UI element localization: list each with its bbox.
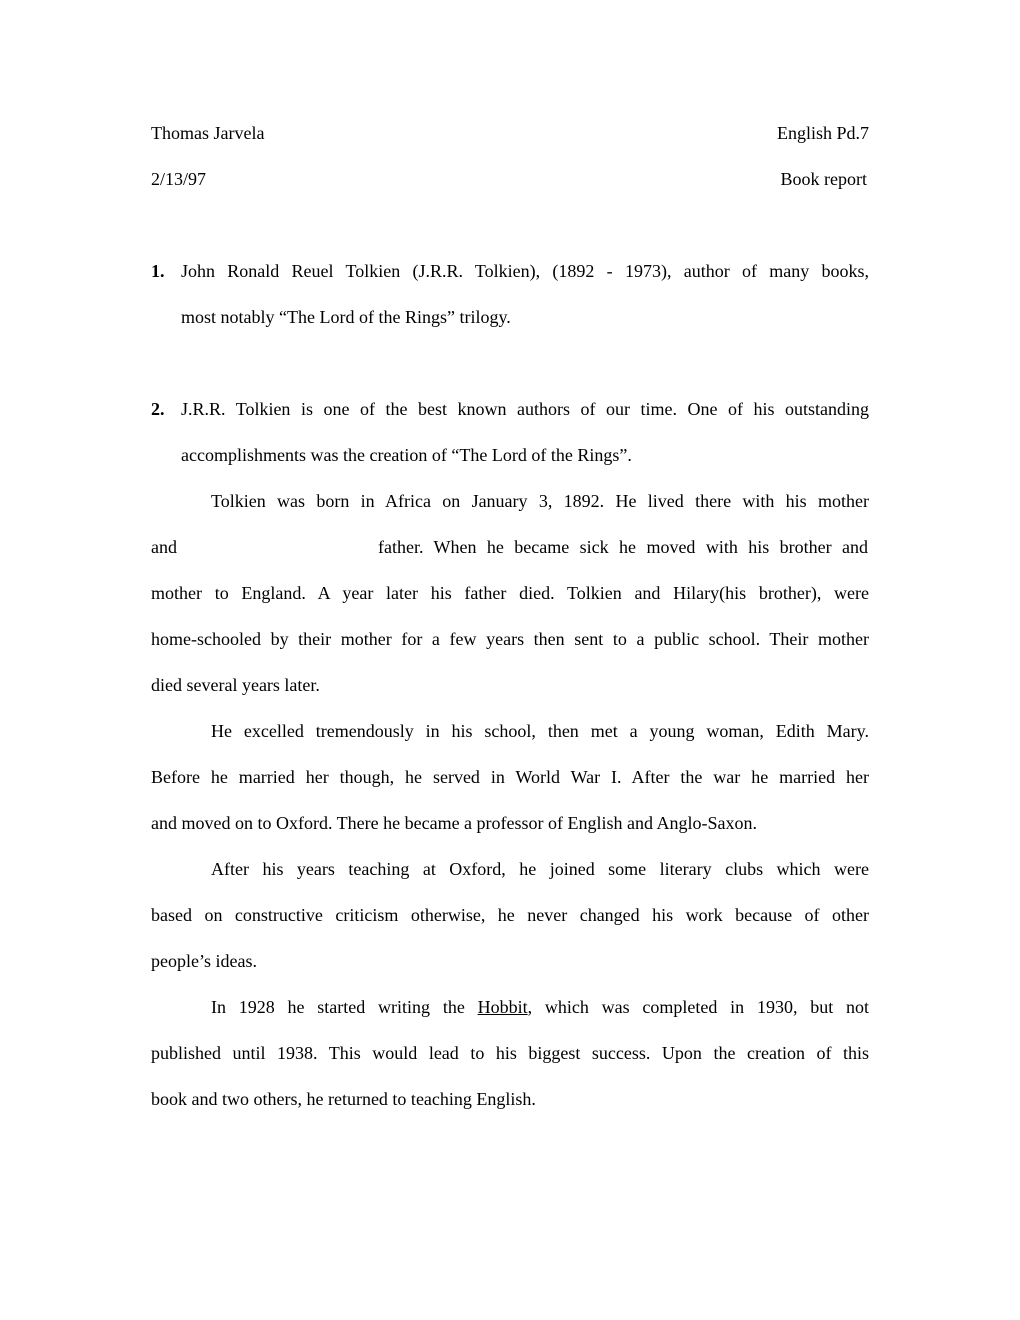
p1-line-1: Tolkien was born in Africa on January 3, 1892. He lived there with his mother (211, 491, 869, 511)
p3-line-2: based on constructive criticism otherwise, he never changed his work because of other (151, 905, 869, 925)
p3-line-1: After his years teaching at Oxford, he joined some literary clubs which were (211, 859, 869, 879)
p4-line-2: published until 1938. This would lead to his biggest success. Upon the creation of this (151, 1043, 869, 1063)
p1-line-2-start: and (151, 537, 177, 557)
p4-line-1 (211, 995, 869, 1019)
p1-line-3: mother to England. A year later his father died. Tolkien and Hilary(his brother), were (151, 583, 869, 603)
assignment-title: Book report (780, 169, 867, 189)
item-2-line-2: accomplishments was the creation of “The Lord of the Rings”. (181, 445, 632, 465)
p1-line-4: home-schooled by their mother for a few years then sent to a public school. Their mother (151, 629, 869, 649)
p1-line-2-end: father. When he became sick he moved with his brother and (378, 537, 868, 557)
item-1-line-2: most notably “The Lord of the Rings” trilogy. (181, 307, 511, 327)
p2-line-2: Before he married her though, he served in World War I. After the war he married her (151, 767, 869, 787)
p4-line-1-start: In 1928 he started writing the (211, 997, 465, 1017)
student-name: Thomas Jarvela (151, 123, 265, 143)
p1-line-5: died several years later. (151, 675, 320, 695)
report-date: 2/13/97 (151, 169, 207, 189)
item-number-2: 2. (151, 399, 165, 419)
p2-line-1: He excelled tremendously in his school, then met a young woman, Edith Mary. (211, 721, 869, 741)
class-period: English Pd.7 (776, 123, 869, 143)
p4-line-3: book and two others, he returned to teaching English. (151, 1089, 536, 1109)
p3-line-3: people’s ideas. (151, 951, 257, 971)
hobbit-title: Hobbit (477, 997, 528, 1017)
item-2-line-1: J.R.R. Tolkien is one of the best known authors of our time. One of his outstanding (181, 399, 869, 419)
item-number-1: 1. (151, 261, 165, 281)
p2-line-3: and moved on to Oxford. There he became a professor of English and Anglo-Saxon. (151, 813, 758, 833)
p4-line-1-end: , which was completed in 1930, but not (527, 997, 869, 1017)
item-1-line-1: John Ronald Reuel Tolkien (J.R.R. Tolkien), (1892 - 1973), author of many books, (181, 261, 869, 281)
